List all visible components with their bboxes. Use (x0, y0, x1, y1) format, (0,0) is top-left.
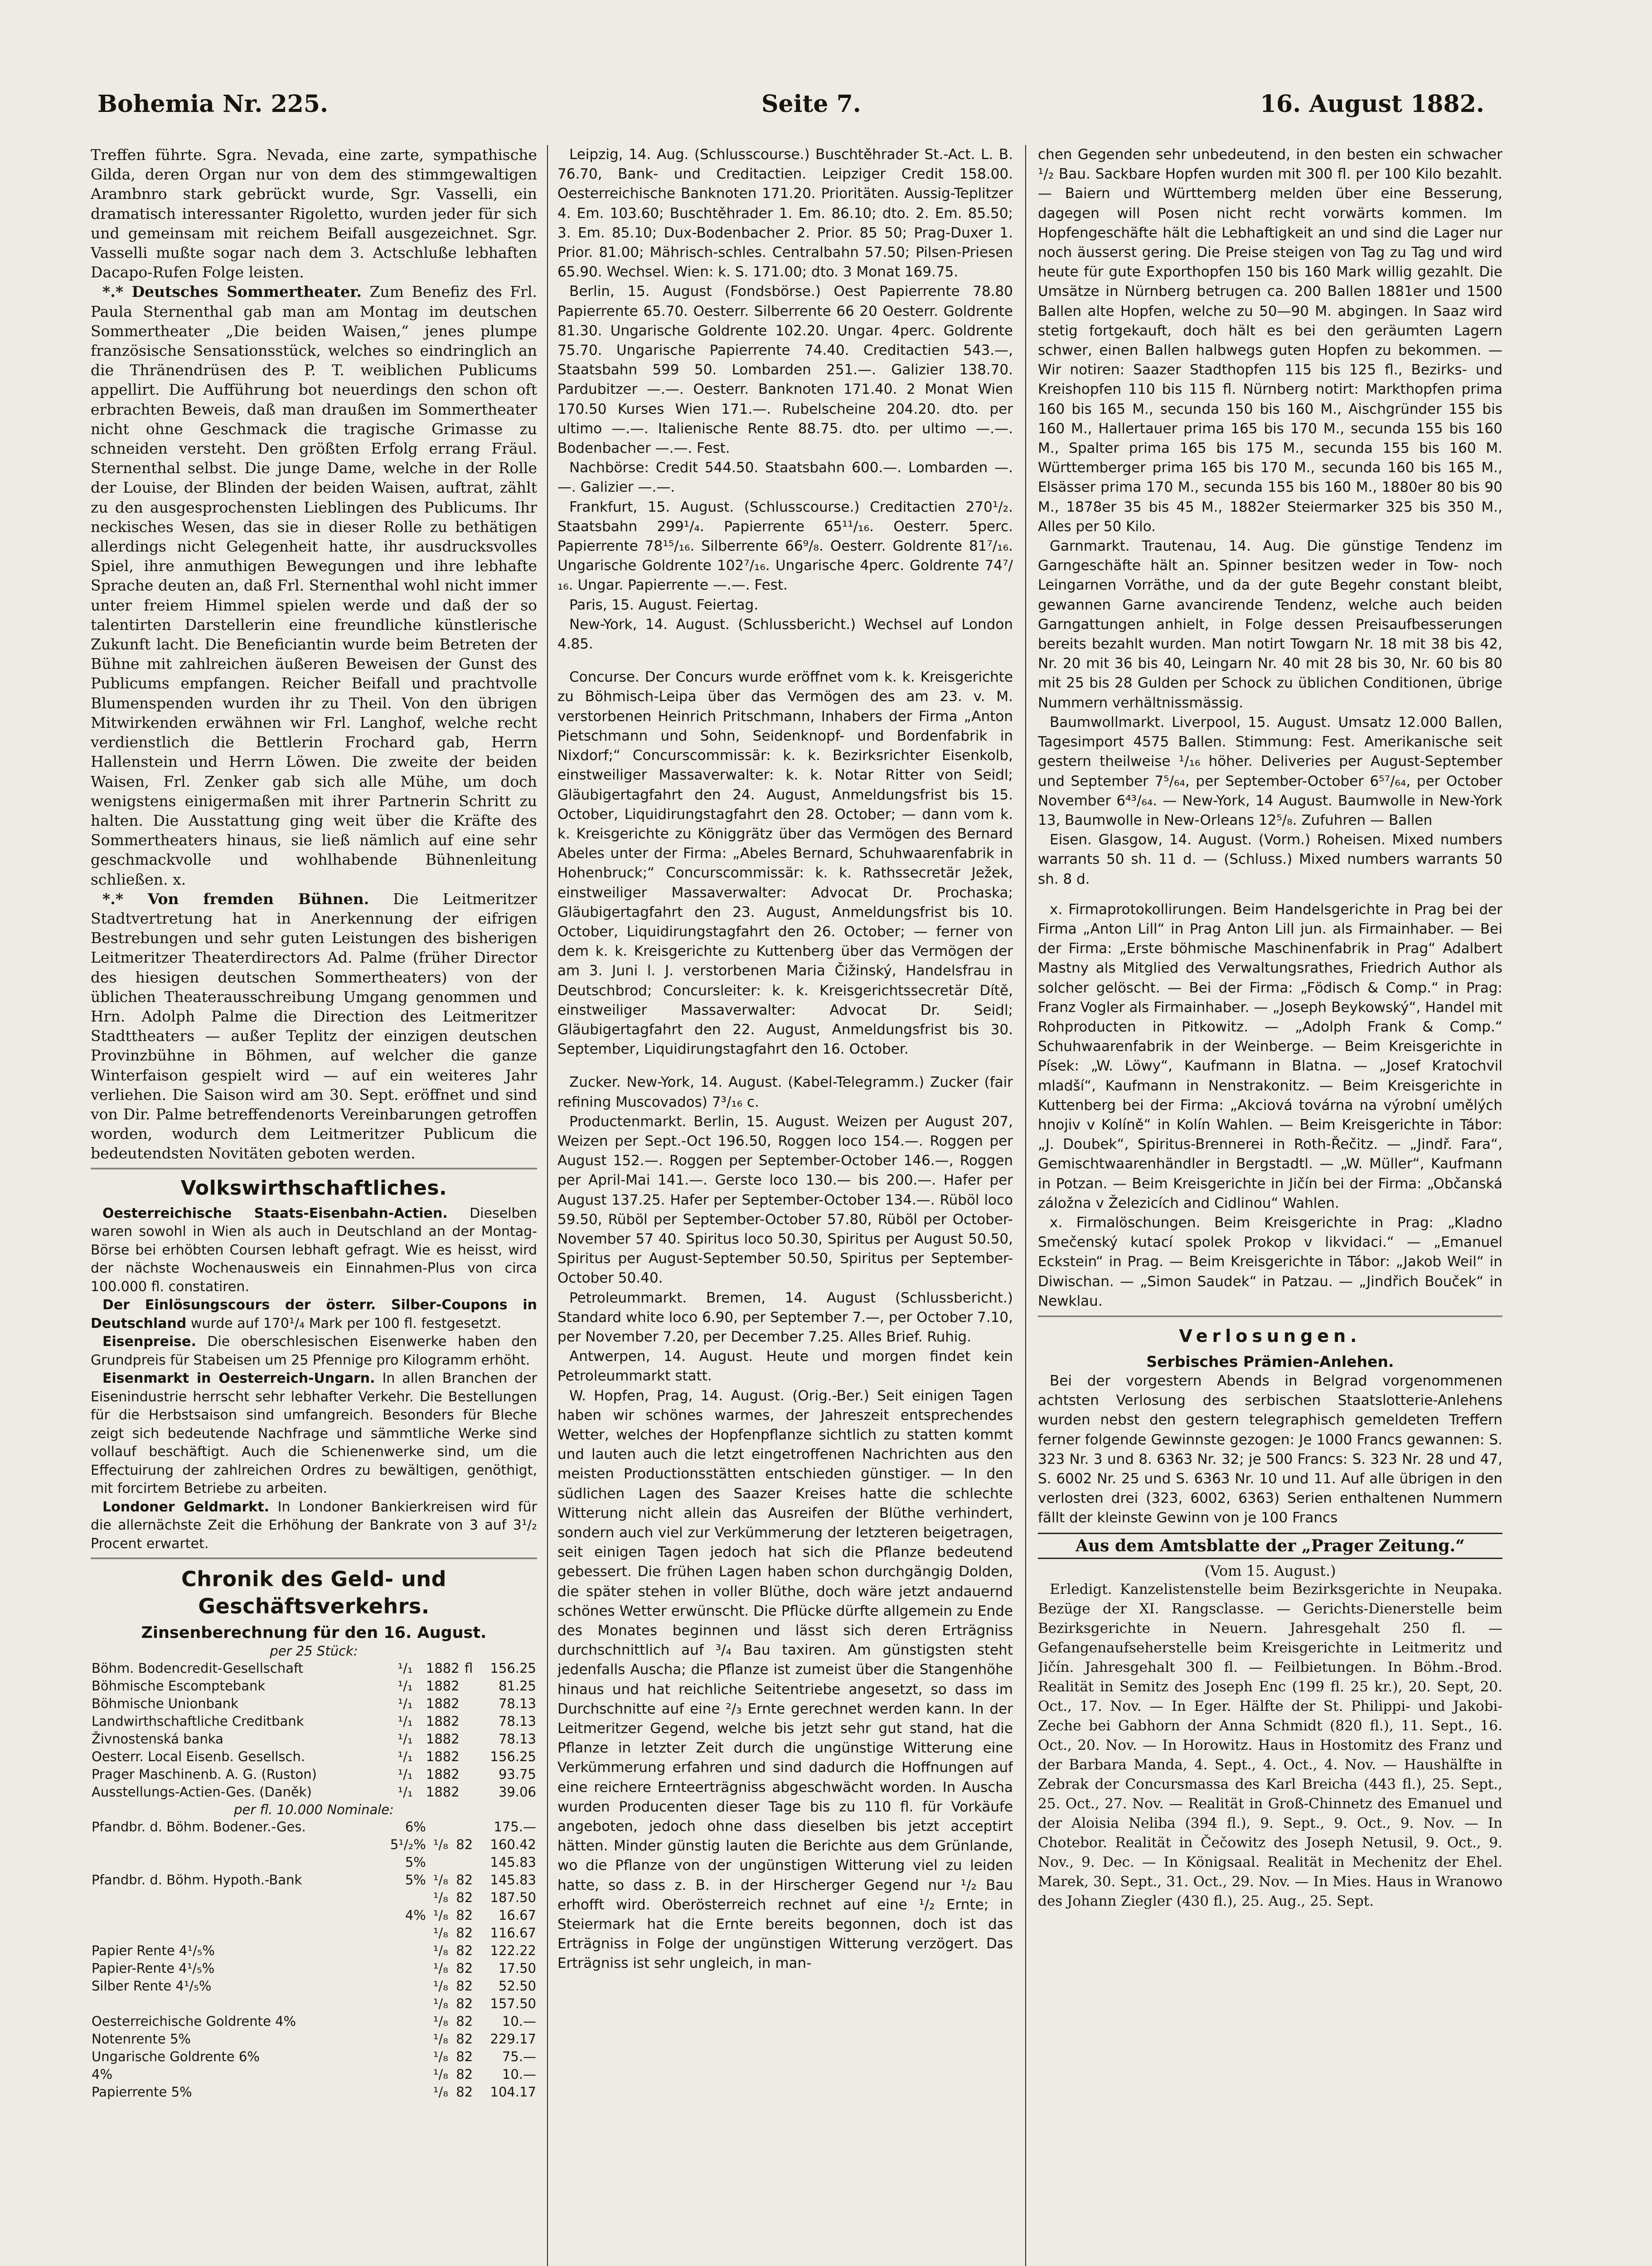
table-cell: ¹/₈ (433, 1996, 448, 2012)
table-row (91, 1854, 537, 1871)
table-row (91, 2030, 537, 2048)
paris-report: Paris, 15. August. Feiertag. (569, 596, 759, 613)
table-cell: ¹/₈ (433, 2031, 448, 2047)
table-row (91, 1766, 537, 1783)
table-row (91, 1677, 537, 1695)
table-cell: 82 (456, 1978, 473, 1994)
table-cell: ¹/₁ (397, 1678, 413, 1694)
hopfen-report: W. Hopfen, Prag, 14. August. (Orig.-Ber.) Seit einigen Tagen haben wir schönes warmes, der Jahreszeit entsprechendes Wetter, welches der Hopfenpflanze sichtlich zu statten kommt und lauten auch die letzt eingetroffenen Nachrichten aus den meisten Productionsstätten entschieden günstiger. — In den südlichen Lagen des Saazer Kreises hatte die schlechte Witterung nicht allein das Ausreifen der Blüthe verhindert, sondern auch viel zur Verkümmerung der letzteren beigetragen, seit einigen Tagen jedoch hat sich die Pflanze bedeutend gebessert. Die frühen Lagen haben schon durchgängig Dolden, die später stehen in voller Blüthe, doch wäre jetzt andauernd schönes Wetter erwünscht. Die Pflücke dürfte allgemein zu Ende des Monates beginnen und lässt sich deren Erträgniss durchschnittlich auf ³/₄ Bau taxiren. Am günstigsten steht jedenfalls Auscha; die Pflanze ist zumeist über die Stangenhöhe hinaus und hat reichliche Seitentriebe angesetzt, so dass im Durchschnitte auf eine ²/₃ Ernte gerechnet werden kann. In der Leitmeritzer Gegend, welche bis jetzt sehr gut stand, hat die Pflanze in letzter Zeit durch die ungünstige Witterung eine Verkümmerung erfahren und sind dadurch die Hoffnungen auf eine reichere Ernteerträgniss abgeschwächt worden. In Auscha wurden Producenten dieser Tage bis zu 110 fl. für Vorkäufe angeboten, jedoch ohne dass dieselben bis jetzt acceptirt hätten. Minder günstig lauten die Berichte aus dem Grünlande, wo die Pflanze von der ungünstigen Witterung viel zu leiden hatte, so dass z. B. in der Hirscherger Gegend nur ¹/₂ Bau erhofft wird. Oberösterreich rechnet auf eine ¹/₂ Ernte; in Steiermark hat die Ernte bereits begonnen, doch ist das Erträgniss in Folge der ungünstigen Witterung verzögert. Das Erträgniss ist sehr ungleich, in man- (557, 1387, 1013, 1972)
newyork-report: New-York, 14. August. (Schlussbericht.) Wechsel auf London 4.85. (557, 616, 1013, 653)
table-cell: 78.13 (498, 1696, 536, 1712)
volkswirthschaft-title: Volkswirthschaftliches. (180, 1176, 447, 1200)
table-cell (91, 1995, 377, 2013)
table-cell (377, 2083, 427, 2101)
table-row (91, 1889, 537, 1907)
table-cell: 175.— (494, 1819, 536, 1835)
table-row (91, 2013, 537, 2030)
table-cell: 187.50 (490, 1890, 536, 1906)
table-cell: 1882 (426, 1731, 460, 1747)
table-cell: fl (464, 1661, 473, 1676)
table-cell (427, 1854, 449, 1871)
table-cell: Pfandbr. d. Böhm. Bodener.-Ges. (92, 1819, 306, 1835)
londoner-text: In Londoner Bankierkreisen wird für die allernächste Zeit die Erhöhung der Bankrate von 3 auf 3¹/₂ Procent erwartet. (91, 1499, 537, 1552)
table-cell (449, 1854, 474, 1871)
table-cell: Böhm. Bodencredit-Gesellschaft (92, 1661, 304, 1676)
column-rule-1 (547, 145, 548, 2266)
table-cell: 17.50 (498, 1961, 536, 1976)
amtsblatt-date: (Vom 15. August.) (1204, 1562, 1336, 1579)
section-divider (91, 1168, 537, 1169)
firmaprotokoll-report: x. Firmaprotokollirungen. Beim Handelsgerichte in Prag bei der Firma „Anton Lill“ in Prag Anton Lill jun. als Firmainhaber. — Bei der Firma: „Erste böhmische Maschinenfabrik in Prag“ Adalbert Mastny als Mitglied des Verwaltungsrathes, Friedrich Author als solcher gelöscht. — Bei der Firma: „Födisch & Comp.“ in Prag: Franz Vogler als Firmainhaber. — „Joseph Beykowský“, Handel mit Rohproducten in Pitkowitz. — „Adolph Frank & Comp.“ Schuhwaarenfabrik in der Weinberge. — Beim Kreisgerichte in Písek: „W. Löwy“, Kaufmann in Blatna. — „Josef Kratochvil mladší“, Kaufmann in Nenstrakonitz. — Beim Kreisgerichte in Kuttenberg bei der Firma: „Akciová továrna na výrobní umělých hnojiv v Kolíně“ in Kolín Wahlen. — Beim Kreisgerichte in Tábor: „J. Doubek“, Spiritus-Brennerei in Roth-Řečitz. — „Jindř. Fara“, Gemischtwaarenhändler in Bergstadtl. — „W. Müller“, Kaufmann in Potzan. — Beim Kreisgerichte in Jičín bei der Firma: „Občanská záložna v Železicích and Cidlinou“ Wahlen. (1038, 901, 1502, 1211)
table-row (91, 1818, 537, 1836)
table-cell: ¹/₁ (397, 1731, 413, 1747)
fremde-buehnen-article (91, 889, 537, 1163)
zucker-report: Zucker. New-York, 14. August. (Kabel-Telegramm.) Zucker (fair refining Muscovados) 7³/₁₆ c. (557, 1074, 1013, 1110)
baumwolle-report: Baumwollmarkt. Liverpool, 15. August. Umsatz 12.000 Ballen, Tagesimport 4575 Ballen. Stimmung: Fest. Amerikanische seit gestern theilweise ¹/₁₆ höher. Deliveries per August-September und September 7⁵/₆₄, per September-October 6⁵⁷/₆₄, per October November 6⁴³/₆₄. — New-York, 14 August. Baumwolle in New-York 13, Baumwolle in New-Orleans 12⁵/₈. Zufuhren — Ballen (1038, 714, 1502, 828)
table-cell: Notenrente 5% (92, 2031, 191, 2047)
table-cell: 6% (405, 1819, 426, 1835)
eisenmarkt-item (91, 1370, 537, 1498)
table-row (91, 1942, 537, 1960)
table-cell: 82 (456, 1908, 473, 1923)
per-nominale-label: per fl. 10.000 Nominale: (234, 1802, 394, 1818)
amtsblatt-title: Aus dem Amtsblatte der „Prager Zeitung.“ (1038, 1533, 1502, 1559)
coupons-text: wurde auf 170¹/₄ Mark per 100 fl. festgesetzt. (190, 1315, 502, 1332)
table-cell: ¹/₁ (397, 1714, 413, 1729)
table-cell: Papier-Rente 4¹/₅% (92, 1961, 215, 1976)
table-cell: ¹/₁ (397, 1661, 413, 1676)
table-cell: ¹/₈ (433, 2067, 448, 2082)
table-row (91, 1995, 537, 2013)
table-cell: 160.42 (490, 1837, 536, 1853)
table-cell (377, 1942, 427, 1960)
table-cell (91, 1924, 377, 1942)
table-cell (460, 1713, 474, 1730)
table-cell: 82 (456, 1961, 473, 1976)
table-cell: 1882 (426, 1784, 460, 1800)
column-rule-2 (1025, 145, 1026, 2266)
table-row (91, 2066, 537, 2083)
table-cell: 1882 (426, 1696, 460, 1712)
table-cell: ¹/₈ (433, 1925, 448, 1941)
table-cell: 4% (92, 2067, 113, 2082)
serbisch-heading: Serbisches Prämien-Anlehen. (1146, 1352, 1394, 1370)
table-cell: Prager Maschinenb. A. G. (Ruston) (92, 1767, 317, 1782)
table-cell (460, 1783, 474, 1801)
table-cell: 81.25 (498, 1678, 536, 1694)
table-cell: 10.— (502, 2067, 536, 2082)
table-cell: 82 (456, 1925, 473, 1941)
table-cell: 145.83 (490, 1854, 536, 1870)
table-row (91, 1730, 537, 1748)
table-cell: Silber Rente 4¹/₅% (92, 1978, 212, 1994)
coupons-heading: Der Einlösungscours der österr. Silber-Coupons in Deutschland (91, 1297, 537, 1332)
table-cell: Pfandbr. d. Böhm. Hypoth.-Bank (92, 1872, 302, 1888)
table-row (91, 1660, 537, 1677)
table-cell: 82 (456, 1996, 473, 2012)
masthead-issue: Bohemia Nr. 225. (97, 90, 329, 118)
table-cell: 122.22 (490, 1943, 536, 1959)
table-cell (91, 1854, 377, 1871)
berlin-report: Berlin, 15. August (Fondsbörse.) Oest Papierrente 78.80 Papierrente 65.70. Oesterr. Silberrente 66 20 Oesterr. Goldrente 81.30. Ungarische Goldrente 102.20. Ungar. 4perc. Goldrente 75.70. Ungarische Papierrente 74.40. Creditactien 543.—, Staatsbahn 599 50. Lombarden 251.—. Galizier 138.70. Pardubitzer —.—. Oesterr. Banknoten 171.40. 2 Monat Wien 170.50 Kurses Wien 171.—. Rubelscheine 204.20. dto. per ultimo —.—. Italienische Rente 88.75. dto. per ultimo —.—. Bodenbacher —.—. Fest. (557, 283, 1013, 457)
table-cell: 82 (456, 1890, 473, 1906)
column-1 (91, 145, 537, 2266)
table-cell (460, 1730, 474, 1748)
table-row (91, 1871, 537, 1889)
eisenpreise-item (91, 1333, 537, 1370)
table-row (91, 2083, 537, 2101)
chronik-title: Chronik des Geld- und Geschäftsverkehrs. (181, 1567, 447, 1619)
table-cell: 156.25 (490, 1749, 536, 1765)
hopfen-continued: chen Gegenden sehr unbedeutend, in den besten ein schwacher ¹/₂ Bau. Sackbare Hopfen wurden mit 300 fl. per 100 Kilo bezahlt. — Baiern und Württemberg melden über eine Besserung, dagegen will Posen nicht recht vorwärts kommen. Im Hopfengeschäfte hält die Lebhaftigkeit an und sind die Lager nur noch äusserst gering. Die Preise steigen von Tag zu Tag und wird heute für gute Exporthopfen 150 bis 160 Mark willig gezahlt. Die Umsätze in Nürnberg betrugen ca. 200 Ballen 1881er und 1500 Ballen alte Hopfen, welche zu 50—90 M. abgingen. In Saaz wird stetig fortgekauft, doch hält es bei den geräumten Lagern schwer, einen Ballen halbwegs guten Hopfen zu bekommen. — Wir notiren: Saazer Stadthopfen 115 bis 125 fl., Bezirks- und Kreishopfen 110 bis 115 fl. Nürnberg notirt: Markthopfen prima 160 bis 165 M., secunda 150 bis 160 M., Aischgründer 155 bis 160 M., Hallertauer prima 165 bis 170 M., secunda 155 bis 160 M., Spalter prima 165 bis 175 M., secunda 155 bis 160 M. Württemberger prima 165 bis 170 M., secunda 160 bis 165 M., Elsässer prima 170 M., secunda 155 bis 160 M., 1880er 80 bis 90 M., 1878er 35 bis 45 M., 1882er Steiermarker 325 bis 350 M., Alles per 50 Kilo. (1038, 146, 1502, 535)
eisenbahn-heading: Oesterreichische Staats-Eisenbahn-Actien. (102, 1205, 448, 1221)
table-cell (460, 1695, 474, 1713)
table-cell: 82 (456, 2049, 473, 2065)
table-cell: 82 (456, 2067, 473, 2082)
amtsblatt-text: Erledigt. Kanzelistenstelle beim Bezirksgerichte in Neupaka. Bezüge der XI. Rangsclasse. — Gerichts-Dienerstelle beim Bezirksgerichte in Neuern. Jahresgehalt 250 fl. — Gefangenaufseherstelle beim Kreisgerichte in Leitmeritz und Jičín. Jahresgehalt 300 fl. — Feilbietungen. In Böhm.-Brod. Realität in Semitz des Joseph Enc (199 fl. 25 kr.), 20. Sept, 20. Oct., 17. Nov. — In Eger. Hälfte der St. Philippi- und Jakobi-Zeche bei Gabhorn der Anna Schmidt (820 fl.), 11. Sept., 16. Oct., 20. Nov. — In Horowitz. Haus in Hostomitz des Franz und der Barbara Manda, 4. Sept., 4. Oct., 4. Nov. — Haushälfte in Zebrak der Concursmassa des Karl Breicha (443 fl.), 25. Sept., 25. Oct., 27. Nov. — Realität in Groß-Chinnetz des Emanuel und der Aloisia Neliba (394 fl.), 9. Sept., 9. Oct., 9. Nov. — In Chotebor. Realität in Čečowitz des Joseph Netusil, 9. Oct., 9. Nov., 9. Dec. — In Königsaal. Realität in Mechenitz der Ehel. Marek, 30. Sept., 31. Oct., 29. Nov. — In Mies. Haus in Wranowo des Johann Ziegler (430 fl.), 25. Aug., 25. Sept. (1038, 1581, 1502, 1909)
table-cell: Böhmische Escomptebank (92, 1678, 266, 1694)
eisenpreise-text: Die oberschlesischen Eisenwerke haben den Grundpreis für Stabeisen um 25 Pfennige pro Kilogramm erhöht. (91, 1334, 537, 1368)
table-cell: 116.67 (490, 1925, 536, 1941)
table-cell: 156.25 (490, 1661, 536, 1676)
table-cell: 1882 (426, 1767, 460, 1782)
section-divider (1038, 1316, 1502, 1317)
eisenbahn-item (91, 1205, 537, 1297)
table-cell: ¹/₈ (433, 2014, 448, 2029)
table-cell: 1882 (426, 1714, 460, 1729)
serbisch-text: Bei der vorgestern Abends in Belgrad vorgenommenen achtsten Verlosung des serbischen Staatslotterie-Anlehens wurden nebst den gestern telegraphisch gemeldeten Treffern ferner folgende Gewinnste gezogen: Je 1000 Francs gewannen: S. 323 Nr. 3 und 8. 6363 Nr. 32; je 500 Francs: S. 323 Nr. 28 und 47, S. 6002 Nr. 25 und S. 6363 Nr. 10 und 11. Auf alle übrigen in den verlosten drei (323, 6002, 6363) Serien enthaltenen Nummern fällt der kleinste Gewinn von je 100 Francs (1038, 1372, 1502, 1526)
table-cell (377, 2066, 427, 2083)
table-row (91, 1783, 537, 1801)
eisenmarkt-heading: Eisenmarkt in Oesterreich-Ungarn. (102, 1370, 375, 1387)
frankfurt-report: Frankfurt, 15. August. (Schlusscourse.) Creditactien 270¹/₂. Staatsbahn 299¹/₄. Papierrente 65¹¹/₁₆. Oesterr. 5perc. Papierrente 78¹⁵/₁₆. Silberrente 66⁹/₈. Oesterr. Goldrente 81⁷/₁₆. Ungarische Goldrente 102⁷/₁₆. Ungarische 4perc. Goldrente 74⁷/₁₆. Ungar. Papierrente —.—. Fest. (557, 499, 1013, 594)
section-divider (91, 1558, 537, 1559)
table-cell: ¹/₈ (433, 1872, 448, 1888)
table-cell: Papier Rente 4¹/₅% (92, 1943, 215, 1959)
table-cell: ¹/₈ (433, 2049, 448, 2065)
eisenbahn-text: Dieselben waren sowohl in Wien als auch in Deutschland an der Montag-Börse bei erhöbten Coursen lebhaft gefragt. Wie es heisst, wird der nächste Wochenausweis ein Einnahmen-Plus von circa 100.000 fl. constatiren. (91, 1205, 537, 1295)
table-cell: Ausstellungs-Actien-Ges. (Daněk) (92, 1784, 312, 1800)
table-cell: 82 (456, 1943, 473, 1959)
concurse-report: Concurse. Der Concurs wurde eröffnet vom k. k. Kreisgerichte zu Böhmisch-Leipa über das Vermögen des am 23. v. M. verstorbenen Heinrich Pritschmann, Inhabers der Firma „Anton Pietschmann und Sohn, Seidenknopf- und Bordenfabrik in Nixdorf;“ Concurscommissär: k. k. Bezirksrichter Eisenkolb, einstweiliger Massaverwalter: k. k. Notar Ritter von Seidl; Gläubigertagfahrt den 24. August, Anmeldungsfrist bis 15. October, Liquidirungstagfahrt den 28. October; — dann vom k. k. Kreisgerichte zu Königgrätz über das Vermögen des Bernard Abeles unter der Firma: „Abeles Bernard, Schuhwaarenfabrik in Hohenbruck;“ Concurscommissär: k. k. Rathssecretär Ježek, einstweiliger Massaverwalter: Advocat Dr. Prochaska; Gläubigertagfahrt den 23. August, Anmeldungsfrist bis 10. October, Liquidirungstagfahrt den 26. October; — ferner von dem k. k. Kreisgerichte zu Kuttenberg über das Vermögen der am 3. Juni l. J. verstorbenen Maria Čižinský, Handelsfrau in Deutschbrod; Concursleiter: k. k. Kreisgerichtssecretär Dítě, einstweiliger Massaverwalter: Advocat Dr. Seidl; Gläubigertagfahrt den 22. August, Anmeldungsfrist bis 30. September, Liquidirungstagfahrt den 16. October. (557, 669, 1013, 1058)
table-cell: Landwirthschaftliche Creditbank (92, 1714, 304, 1729)
table-cell: ¹/₈ (433, 1943, 448, 1959)
table-row (91, 1713, 537, 1730)
table-cell (377, 1977, 427, 1995)
sommertheater-article (91, 282, 537, 889)
table-row (91, 2048, 537, 2066)
per-stueck-label: per 25 Stück: (270, 1643, 358, 1659)
table-cell: 39.06 (498, 1784, 536, 1800)
coupons-item (91, 1296, 537, 1333)
table-cell: Ungarische Goldrente 6% (92, 2049, 260, 2065)
londoner-item (91, 1498, 537, 1554)
table-cell: ¹/₈ (433, 1908, 448, 1923)
table-cell: 82 (456, 2031, 473, 2047)
table-cell: 157.50 (490, 1996, 536, 2012)
table-cell (377, 2048, 427, 2066)
londoner-heading: Londoner Geldmarkt. (102, 1499, 269, 1515)
table-cell (427, 1818, 449, 1836)
table-cell: 5% (405, 1854, 426, 1870)
table-cell: 145.83 (490, 1872, 536, 1888)
table-cell: 229.17 (490, 2031, 536, 2047)
table-cell: 104.17 (490, 2084, 536, 2100)
table-cell: 75.— (502, 2049, 536, 2065)
table-cell (91, 1889, 377, 1907)
table-cell: ¹/₈ (433, 1837, 448, 1853)
eisenpreise-heading: Eisenpreise. (102, 1334, 196, 1350)
table-cell: 5% (405, 1872, 426, 1888)
table-row (91, 1907, 537, 1924)
table-cell: 16.67 (498, 1908, 536, 1923)
table-cell: ¹/₈ (433, 2084, 448, 2100)
table-cell (377, 1995, 427, 2013)
fremde-buehnen-text: Die Leitmeritzer Stadtvertretung hat in Anerkennung der eifrigen Bestrebungen und sehr guten Leistungen des bisherigen Leitmeritzer Theaterdirectors Ad. Palme (früher Director des hiesigen deutschen Sommertheaters) von der üblichen Theaterausschreibung Umgang genommen und Hrn. Adolph Palme die Direction des Leitmeritzer Stadttheaters — außer Teplitz der einzigen deutschen Provinzbühne in Böhmen, auf welcher die ganze Winterfaison gespielt wird — auf ein weiteres Jahr verliehen. Die Saison wird am 30. Sept. eröffnet und sind von Dir. Palme betreffendenorts Vereinbarungen getroffen worden, wodurch dem Leitmeritzer Publicum die bedeutendsten Novitäten geboten werden. (91, 890, 537, 1162)
garnmarkt-report: Garnmarkt. Trautenau, 14. Aug. Die günstige Tendenz im Garngeschäfte hält an. Spinner besitzen weder in Tow- noch Leingarnen Vorräthe, und da der gute Begehr constant bleibt, gewannen Garne avancirende Tendenz, welche auch beiden Garngattungen anhielt, in Folge dessen Preisaufbesserungen bereits bezahlt wurden. Man notirt Towgarn Nr. 18 mit 38 bis 42, Nr. 20 mit 36 bis 40, Leingarn Nr. 40 mit 28 bis 30, Nr. 60 bis 80 mit 25 bis 28 Gulden per Schock zu üblichen Conditionen, übrige Nummern verhältnissmässig. (1038, 538, 1502, 711)
antwerpen-report: Antwerpen, 14. August. Heute und morgen findet kein Petroleummarkt statt. (557, 1348, 1013, 1385)
table-cell: ¹/₈ (433, 1890, 448, 1906)
table-cell (460, 1677, 474, 1695)
table-cell (91, 1836, 377, 1854)
table-cell: Živnostenská banka (92, 1731, 223, 1747)
table-row (91, 1960, 537, 1977)
table-cell: 5¹/₂% (390, 1837, 426, 1853)
table-cell: 52.50 (498, 1978, 536, 1994)
fremde-buehnen-heading: *.* Von fremden Bühnen. (102, 890, 369, 908)
table-cell: ¹/₁ (397, 1696, 413, 1712)
table-cell: ¹/₁ (397, 1767, 413, 1782)
table-cell (377, 2013, 427, 2030)
table-cell: ¹/₈ (433, 1961, 448, 1976)
table-cell: 82 (456, 2084, 473, 2100)
table-cell: Böhmische Unionbank (92, 1696, 238, 1712)
leipzig-report: Leipzig, 14. Aug. (Schlusscourse.) Buschtěhrader St.-Act. L. B. 76.70, Bank- und Creditactien. Leipziger Credit 158.00. Oesterreichische Banknoten 171.20. Prioritäten. Aussig-Teplitzer 4. Em. 103.60; Buschtěhrader 1. Em. 86.10; dto. 2. Em. 85.50; 3. Em. 85.10; Dux-Bodenbacher 2. Prior. 85 50; Prag-Duxer 1. Prior. 81.00; Mährisch-schles. Centralbahn 57.50; Pilsen-Priesen 65.90. Wechsel. Wien: k. S. 171.00; dto. 3 Monat 169.75. (557, 146, 1013, 281)
sommertheater-heading: *.* Deutsches Sommertheater. (102, 283, 362, 301)
eisenmarkt-text: In allen Branchen der Eisenindustrie herrscht sehr lebhafter Verkehr. Die Bestellungen für die Herbstsaison sind umfangreich. Besonders für Bleche zeigt sich bedeutende Nachfrage und sämmtliche Werke sind vollauf beschäftigt. Auch die Schienenwerke sind, um die Effectuirung der zahlreichen Ordres zu bewältigen, genöthigt, mit forcirtem Betriebe zu arbeiten. (91, 1370, 537, 1497)
table-cell (460, 1748, 474, 1766)
nominale-table (91, 1818, 537, 2101)
table-cell: 4% (405, 1908, 426, 1923)
verlosungen-title: Verlosungen. (1179, 1326, 1361, 1346)
table-cell (377, 1889, 427, 1907)
table-cell: Papierrente 5% (92, 2084, 192, 2100)
masthead-page: Seite 7. (761, 90, 861, 118)
table-cell (377, 2030, 427, 2048)
column-2 (557, 145, 1013, 2266)
table-cell (460, 1766, 474, 1783)
theater-intro: Treffen führte. Sgra. Nevada, eine zarte, sympathische Gilda, deren Organ nur von dem des stimmgewaltigen Arambnro stark gebrückt wurde, Sgr. Vasselli, ein dramatisch interessanter Rigoletto, wurden jeder für sich und gemeinsam mit reichem Beifall ausgezeichnet. Sgr. Vasselli mußte sogar nach dem 3. Actschluße lebhaften Dacapo-Rufen Folge leisten. (91, 146, 537, 281)
table-cell (91, 1907, 377, 1924)
table-cell: 10.— (502, 2014, 536, 2029)
table-cell: 82 (456, 2014, 473, 2029)
table-row (91, 1924, 537, 1942)
table-cell: 78.13 (498, 1731, 536, 1747)
table-cell: ¹/₁ (397, 1784, 413, 1800)
table-cell: ¹/₈ (433, 1978, 448, 1994)
table-cell (449, 1818, 474, 1836)
nachboerse-report: Nachbörse: Credit 544.50. Staatsbahn 600.—. Lombarden —.—. Galizier —.—. (557, 460, 1013, 496)
sommertheater-signature: x. (173, 870, 186, 888)
table-row (91, 1695, 537, 1713)
table-cell: ¹/₁ (397, 1749, 413, 1765)
producten-report: Productenmarkt. Berlin, 15. August. Weizen per August 207, Weizen per Sept.-Oct 196.50, Roggen loco 154.—. Roggen per August 152.—. Roggen per September-October 146.—, Roggen per April-Mai 141.—. Gerste loco 130.— bis 200.—. Hafer per August 137.25. Hafer per September-October 134.—. Rüböl loco 59.50, Rüböl per September-October 57.80, Rüböl per October-November 57 40. Spiritus loco 50.30, Spiritus per August 50.50, Spiritus per August-September 50.50, Spiritus per September-October 50.40. (557, 1113, 1013, 1287)
stueck-table (91, 1660, 537, 1801)
zinsen-title: Zinsenberechnung für den 16. August. (141, 1624, 487, 1642)
sommertheater-text: Zum Benefiz des Frl. Paula Sternenthal gab man am Montag im deutschen Sommertheater „Die beiden Waisen,“ jenes plumpe französische Sensationsstück, welches so eindringlich an die Thränendrüsen des P. T. weiblichen Publicums appellirt. Die Aufführung bot neuerdings den schon oft erbrachten Beweis, daß man draußen im Sommertheater nicht ohne Geschmack die tragische Grimasse zu schneiden versteht. Den größten Erfolg errang Fräul. Sternenthal selbst. Die junge Dame, welche in der Rolle der Louise, der Blinden der beiden Waisen, auftrat, zählt zu den ausgesprochensten Lieblingen des Publicums. Ihr neckisches Wesen, das sie in dieser Rolle zu bethätigen allerdings nicht Gelegenheit hatte, ihr ausdrucksvolles Spiel, ihre anmuthigen Bewegungen und ihre lebhafte Sprache deuten an, daß Frl. Sternenthal wohl nicht immer unter freiem Himmel spielen werde und daß der so talentirten Darstellerin eine freundliche künstlerische Zukunft lacht. Die Beneficiantin wurde beim Betreten der Bühne mit zahlreichen äußeren Beweisen der Gunst des Publicums empfangen. Reicher Beifall und prachtvolle Blumenspenden wurden ihr zu Theil. Von den übrigen Mitwirkenden erwähnen wir Frl. Langhof, welche recht verdienstlich die Bettlerin Frochard gab, Herrn Hallenstein und Herrn Löwen. Die zweite der beiden Waisen, Frl. Zenker gab sich alle Mühe, um doch wenigstens einigermaßen mit ihrer Partnerin Schritt zu halten. Die Ausstattung ging weit über die Kräfte des Sommertheaters hinaus, sie ließ nämlich auf eine sehr geschmackvolle und wohlhabende Bühnenleitung schließen. (91, 283, 537, 888)
table-cell (377, 1960, 427, 1977)
masthead-date: 16. August 1882. (1260, 90, 1484, 118)
table-cell: 1882 (426, 1661, 460, 1676)
table-row (91, 1977, 537, 1995)
table-cell: 1882 (426, 1678, 460, 1694)
table-cell: Oesterreichische Goldrente 4% (92, 2014, 296, 2029)
eisen-report: Eisen. Glasgow, 14. August. (Vorm.) Roheisen. Mixed numbers warrants 50 sh. 11 d. — (Schluss.) Mixed numbers warrants 50 sh. 8 d. (1038, 832, 1502, 887)
table-row (91, 1836, 537, 1854)
table-cell: Oesterr. Local Eisenb. Gesellsch. (92, 1749, 305, 1765)
table-cell: 82 (456, 1837, 473, 1853)
table-row (91, 1748, 537, 1766)
table-cell: 93.75 (498, 1767, 536, 1782)
table-cell (377, 1924, 427, 1942)
petroleum-report: Petroleummarkt. Bremen, 14. August (Schlussbericht.) Standard white loco 6.90, per September 7.—, per October 7.10, per November 7.20, per December 7.25. Alles Brief. Ruhig. (557, 1289, 1013, 1345)
firmaloeschung-report: x. Firmalöschungen. Beim Kreisgerichte in Prag: „Kladno Smečenský kutací spolek Prokop v likvidaci.“ — „Emanuel Eckstein“ in Prag. — Beim Kreisgerichte in Tábor: „Jakob Weil“ in Diwischan. — „Simon Saudek“ in Patzau. — „Jindřich Bouček“ in Newklau. (1038, 1214, 1502, 1309)
column-3 (1038, 145, 1502, 2266)
table-cell: 82 (456, 1872, 473, 1888)
table-cell: 1882 (426, 1749, 460, 1765)
table-cell: 78.13 (498, 1714, 536, 1729)
